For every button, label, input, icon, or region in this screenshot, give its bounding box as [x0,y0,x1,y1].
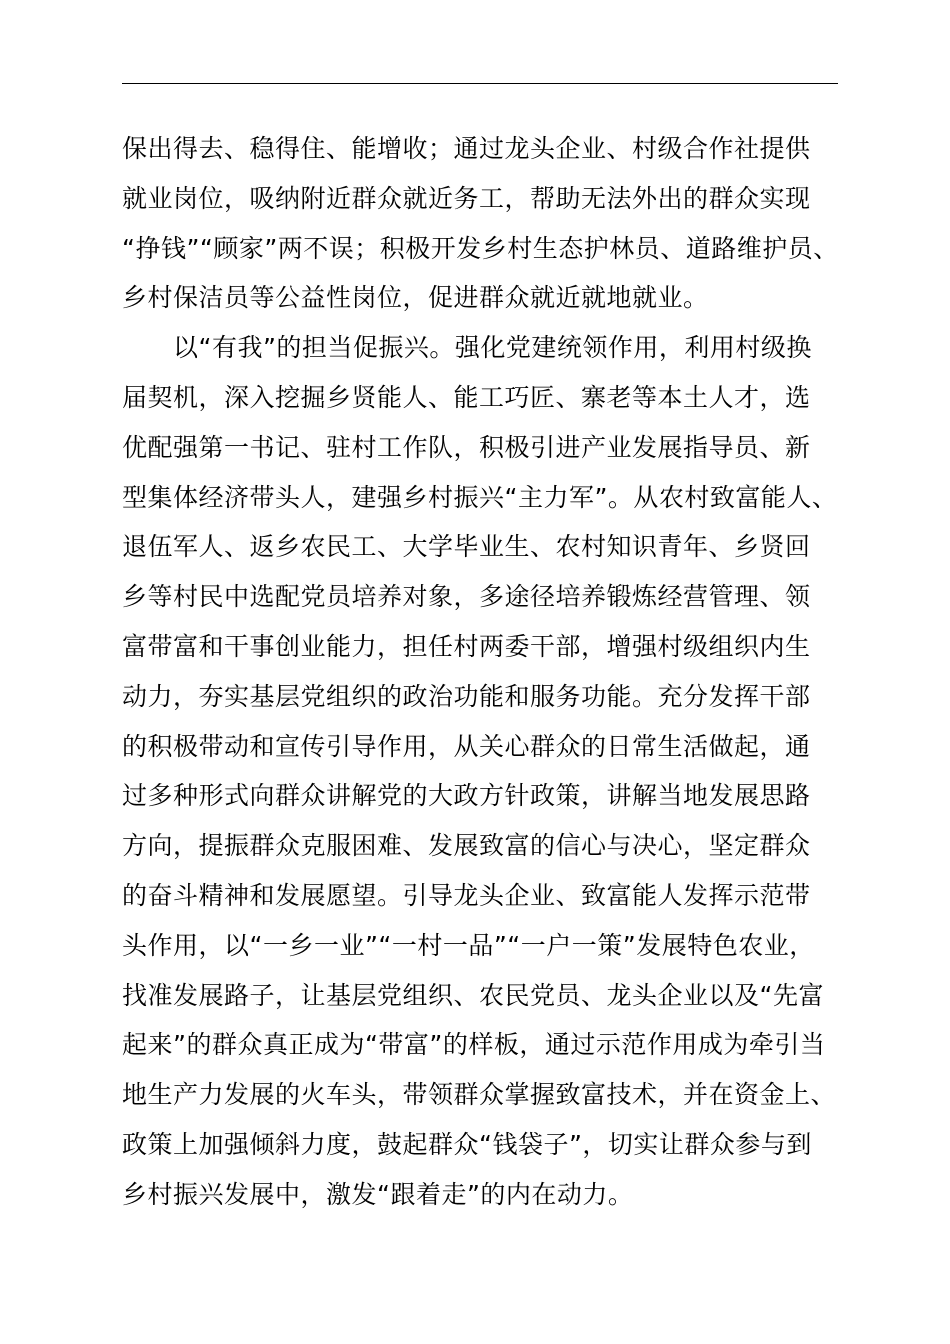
text-line: 届契机，深入挖掘乡贤能人、能工巧匠、寨老等本土人才，选 [122,382,811,412]
text-line: 乡村振兴发展中，激发“跟着走”的内在动力。 [122,1179,634,1209]
text-line: 动力，夯实基层党组织的政治功能和服务功能。充分发挥干部 [122,681,811,711]
text-line: 过多种形式向群众讲解党的大政方针政策，讲解当地发展思路 [122,781,811,811]
text-line: 地生产力发展的火车头，带领群众掌握致富技术，并在资金上、 [122,1080,837,1110]
text-line: 的积极带动和宣传引导作用，从关心群众的日常生活做起，通 [122,731,811,761]
text-line: 保出得去、稳得住、能增收；通过龙头企业、村级合作社提供 [122,134,811,163]
text-line: 头作用，以“一乡一业”“一村一品”“一户一策”发展特色农业， [122,930,815,960]
text-line: 起来”的群众真正成为“带富”的样板，通过示范作用成为牵引当 [122,1030,826,1060]
text-line: 退伍军人、返乡农民工、大学毕业生、农村知识青年、乡贤回 [122,532,811,562]
text-line: 方向，提振群众克服困难、发展致富的信心与决心，坚定群众 [122,831,811,861]
text-line: 富带富和干事创业能力，担任村两委干部，增强村级组织内生 [122,631,811,661]
text-line: 找准发展路子，让基层党组织、农民党员、龙头企业以及“先富 [122,980,824,1010]
text-line: “挣钱”“顾家”两不误；积极开发乡村生态护林员、道路维护员、 [122,233,839,263]
header-rule [122,83,838,84]
text-line: 以“有我”的担当促振兴。强化党建统领作用，利用村级换 [122,333,812,363]
text-line: 乡村保洁员等公益性岗位，促进群众就近就地就业。 [122,283,709,313]
text-line: 的奋斗精神和发展愿望。引导龙头企业、致富能人发挥示范带 [122,880,811,910]
text-line: 乡等村民中选配党员培养对象，多途径培养锻炼经营管理、领 [122,582,811,612]
text-line: 型集体经济带头人，建强乡村振兴“主力军”。从农村致富能人、 [122,482,838,512]
text-line: 政策上加强倾斜力度，鼓起群众“钱袋子”，切实让群众参与到 [122,1129,812,1159]
text-line: 优配强第一书记、驻村工作队，积极引进产业发展指导员、新 [122,432,811,462]
body-text [122,124,852,1220]
text-line: 就业岗位，吸纳附近群众就近务工，帮助无法外出的群众实现 [122,183,811,213]
